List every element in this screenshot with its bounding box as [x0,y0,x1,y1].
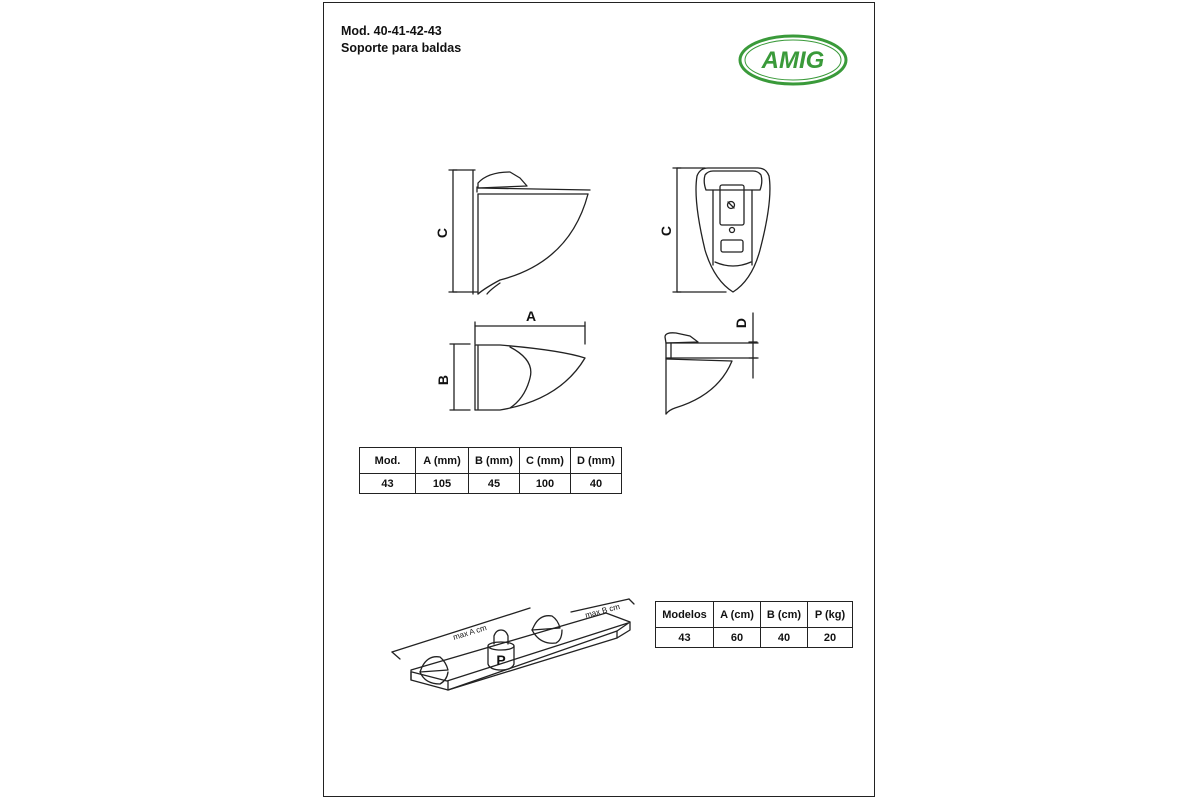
load-table [655,601,853,648]
dim-label-b: B [435,374,451,386]
table-header-cell: D (mm) [571,448,622,474]
table-cell: 60 [714,628,761,648]
dim-label-c-front: C [658,225,674,237]
logo-text: AMIG [761,47,825,74]
table-header-cell: Mod. [360,448,416,474]
table-header-cell: P (kg) [808,602,853,628]
table-header-row [360,448,622,474]
table-cell: 40 [761,628,808,648]
product-subtitle: Soporte para baldas [341,41,462,55]
table-cell: 100 [520,474,571,494]
table-cell: 40 [571,474,622,494]
side-view [449,170,590,294]
max-a-label: max A cm [451,623,488,642]
front-view [673,168,770,292]
model-title: Mod. 40-41-42-43 [341,24,442,38]
table-header-cell: B (cm) [761,602,808,628]
table-header-cell: A (mm) [416,448,469,474]
table-row [360,474,622,494]
table-cell: 105 [416,474,469,494]
max-b-label: max B cm [584,602,621,620]
table-header-cell: B (mm) [469,448,520,474]
dim-label-d: D [733,317,749,329]
table-header-row [656,602,853,628]
table-cell: 43 [360,474,416,494]
table-cell: 43 [656,628,714,648]
dim-label-c-side: C [434,227,450,239]
table-cell: 20 [808,628,853,648]
top-view [450,322,585,410]
table-header-cell: Modelos [656,602,714,628]
table-header-cell: A (cm) [714,602,761,628]
table-header-cell: C (mm) [520,448,571,474]
dim-label-a: A [525,308,537,324]
table-row [656,628,853,648]
dimensions-table [359,447,622,494]
table-cell: 45 [469,474,520,494]
weight-label: P [496,652,506,668]
